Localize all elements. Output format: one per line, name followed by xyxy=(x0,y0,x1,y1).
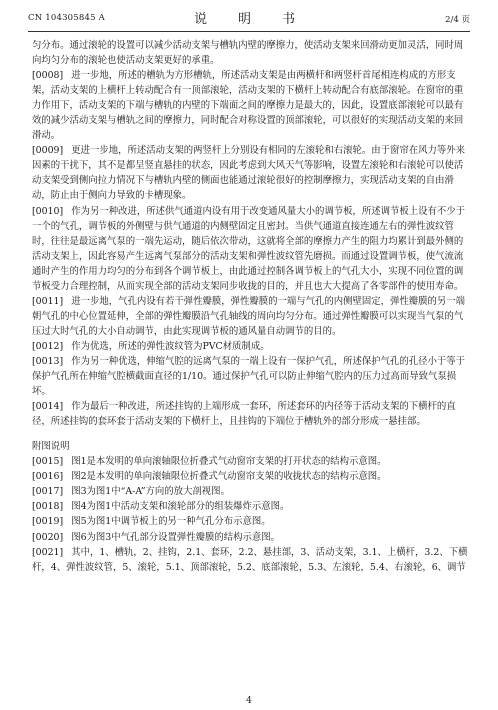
paragraph-0013: [0013] 作为另一种优选，伸缩气腔的远离气泵的一端上设有一保护气孔，所述保护气孔的孔径小于等于保护气孔所在伸缩气腔横截面直径的1/10。通过保护气孔可以防止伸缩气腔内的压力过高而导致气泵损坏。 xyxy=(32,355,465,398)
paragraph-0012: [0012] 作为优选，所述的弹性波纹管为PVC材质制成。 xyxy=(32,340,270,352)
page-footer-number: 4 xyxy=(246,696,252,706)
paragraph-number: [0018] xyxy=(32,501,64,513)
paragraph-0015: [0015] 图1是本发明的单向滚轴限位折叠式气动窗帘支架的打开状态的结构示意图。 xyxy=(32,456,387,468)
paragraph-number: [0011] xyxy=(32,295,64,307)
paragraph-number: [0013] xyxy=(32,355,64,367)
paragraph-number: [0009] xyxy=(32,145,64,157)
paragraph-0009: [0009] 更进一步地，所述活动支架的两竖杆上分别设有相同的左滚轮和右滚轮。由于窗帘在风力等外来因素的干扰下，其不是都呈竖直悬挂的状态，因此考虑到大风天气等影响，设置左滚轮和右滚轮可以使活动支架受到侧向拉力情况下与槽轨内壁的侧面也能通过滚轮很好的控制摩擦力，实现活动支架的自由滑动，防止由于侧向力导致的卡槽现象。 xyxy=(32,145,465,202)
doc-number: CN 104305845 A xyxy=(28,13,105,23)
paragraph-number: [0008] xyxy=(32,70,64,82)
section-gap xyxy=(32,429,468,439)
paragraph-number: [0019] xyxy=(32,516,64,528)
paragraph-0017: [0017] 图3为图1中“A-A”方向的放大剖视图。 xyxy=(32,486,230,498)
paragraph-number: [0020] xyxy=(32,531,64,543)
paragraph-number: [0012] xyxy=(32,340,64,352)
paragraph-number: [0010] xyxy=(32,205,64,217)
document-body xyxy=(32,38,468,575)
paragraph-0010: [0010] 作为另一种改进，所述供气通道内设有用于改变通风量大小的调节板，所述调节板上设有不少于一个的气孔，调节板的外侧壁与供气通道的内侧壁固定且密封。当供气通道直接连通左右的弹性波纹管时，往往是最远离气泵的一端先运动，随后依次带动，这就将全部的摩擦力产生的阻力均累计到最外侧的活动支架上，因此容易产生远离气泵部分的活动支架和弹性波纹管先磨损。而通过设置调节板，使气流流通时产生的作用力均匀的分布到各个调节板上，由此通过控制各调节板上的气孔大小，实现不同位置的调节板受力合理控制，从而实现全部的活动支架同步收拢的目的，并且也大大提高了各零部件的使用寿命。 xyxy=(32,205,465,292)
paragraph-number: [0017] xyxy=(32,486,64,498)
paragraph-0018: [0018] 图4为图1中活动支架和滚轮部分的组装爆炸示意图。 xyxy=(32,501,290,513)
section-title: 附图说明 xyxy=(32,441,70,453)
paragraph-0011: [0011] 进一步地，气孔内设有若干弹性瓣膜，弹性瓣膜的一端与气孔的内侧壁固定，弹性瓣膜的另一端朝气孔的中心位置延伸，全部的弹性瓣膜沿气孔轴线的周向均匀分布。通过弹性瓣膜可以实现当气泵的气压过大时气孔的大小自动调节，由此实现调节板的通风量自动调节的目的。 xyxy=(32,295,465,337)
header-rule xyxy=(28,31,470,32)
paragraph-0020: [0020] 图6为图3中气孔部分设置弹性瓣膜的结构示意图。 xyxy=(32,531,280,543)
paragraph-number: [0021] xyxy=(32,546,64,558)
paragraph-continued: 匀分布。通过滚轮的设置可以减少活动支架与槽轨内壁的摩擦力，使活动支架来回滑动更加灵活，同时周向均匀分布的滚轮也使活动支架更好的承重。 xyxy=(32,40,464,67)
page-header xyxy=(28,8,470,30)
paragraph-0016: [0016] 图2是本发明的单向滚轴限位折叠式气动窗帘支架的收拢状态的结构示意图。 xyxy=(32,471,387,483)
paragraph-number: [0016] xyxy=(32,471,64,483)
page-indicator: 2/4 页 xyxy=(445,15,470,25)
paragraph-number: [0015] xyxy=(32,456,64,468)
doc-title: 说 明 书 xyxy=(193,12,304,27)
paragraph-number: [0014] xyxy=(32,401,64,413)
paragraph-0008: [0008] 进一步地，所述的槽轨为方形槽轨，所述活动支架是由两横杆和两竖杆首尾相连构成的方形支架，活动支架的上横杆上转动配合有一顶部滚轮，活动支架的下横杆上转动配合有底部滚轮。在窗帘的重力作用下，活动支架的下端与槽轨的内壁的下端面之间的摩擦力是最大的，因此，设置底部滚轮可以最有效的减少活动支架与槽轨之间的摩擦力，同时配合对称设置的顶部滚轮，可以很好的实现活动支架的来回滑动。 xyxy=(32,70,464,142)
paragraph-0019: [0019] 图5为图1中调节板上的另一种气孔分布示意图。 xyxy=(32,516,271,528)
paragraph-0021: [0021] 其中，1、槽轨，2、挂钩，2.1、套环，2.2、悬挂部，3、活动支架，3.1、上横杆，3.2、下横杆，4、弹性波纹管，5、滚轮，5.1、顶部滚轮，5.2、底部滚轮，5.3、左滚轮，5.4、右滚轮，6、调节 xyxy=(32,546,468,573)
paragraph-0014: [0014] 作为最后一种改进，所述挂钩的上端形成一套环，所述套环的内径等于活动支架的下横杆的直径，所述挂钩的套环套于活动支架的下横杆上，且挂钩的下端位于槽轨外的部分形成一悬挂部。 xyxy=(32,401,456,428)
